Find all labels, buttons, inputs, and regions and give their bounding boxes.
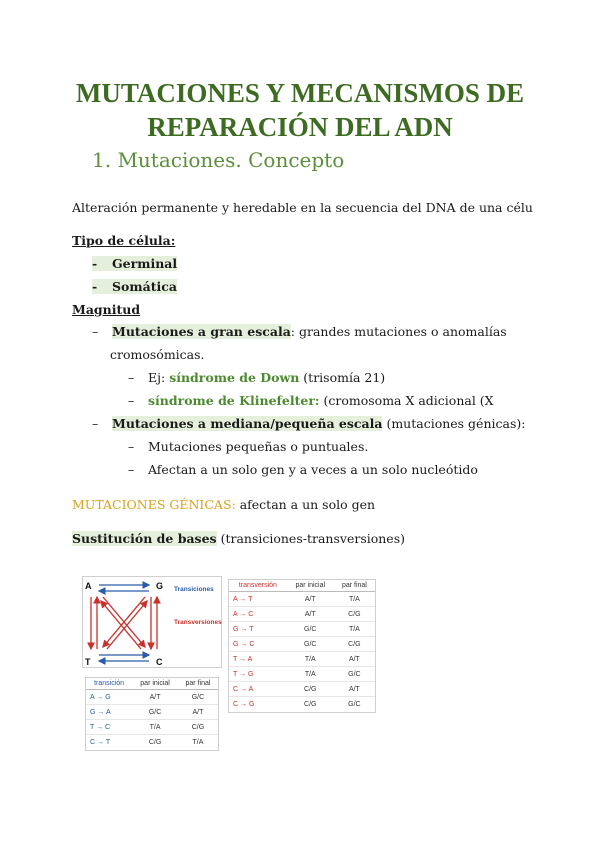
genicas-line xyxy=(72,496,375,514)
transversion-change-cell xyxy=(229,667,287,682)
corner-label-g: G xyxy=(156,581,164,591)
transicion-from-base: T xyxy=(90,723,95,731)
transversion-final-pair: G/C xyxy=(334,667,375,682)
transversion-change-cell xyxy=(229,637,287,652)
mediana-escala-item: – Mutaciones a mediana/pequeña escala (mutaciones génicas): xyxy=(92,416,526,431)
transicion-to-base: T xyxy=(105,738,111,746)
transversion-header-0: transversión xyxy=(229,580,287,592)
transversiones-label: Transversiones xyxy=(174,619,222,626)
transicion-row xyxy=(86,705,218,720)
transicion-table xyxy=(85,677,219,751)
sustitucion-bold: Sustitución de bases xyxy=(72,531,217,546)
transversion-from-base: G xyxy=(233,640,239,648)
transversion-row xyxy=(229,607,375,622)
transversion-row xyxy=(229,652,375,667)
example-down: – Ej: síndrome de Down (trisomía 21) xyxy=(128,370,386,385)
transversion-row xyxy=(229,592,375,607)
transversion-change-cell xyxy=(229,652,287,667)
corner-label-t: T xyxy=(85,657,91,667)
example-klinefelter-name: síndrome de Klinefelter: xyxy=(148,393,320,408)
arrow-right-icon: → xyxy=(237,610,249,618)
substitution-diagram xyxy=(82,576,222,668)
transicion-change-cell xyxy=(86,690,132,705)
transversion-change-cell xyxy=(229,622,287,637)
arrow-right-icon: → xyxy=(238,625,250,633)
definition-text: Alteración permanente y heredable en la secuencia del DNA de una célu xyxy=(72,200,533,215)
transicion-row xyxy=(86,735,218,750)
transversion-final-pair: A/T xyxy=(334,652,375,667)
transicion-final-pair: T/A xyxy=(178,735,218,750)
transversion-from-base: T xyxy=(233,670,238,678)
transversion-final-pair: T/A xyxy=(334,592,375,607)
tipo-label-text: Tipo de célula: xyxy=(72,233,176,248)
transversion-change-cell xyxy=(229,607,287,622)
transversion-row xyxy=(229,697,375,712)
transversion-initial-pair: A/T xyxy=(287,592,334,607)
magnitud-label xyxy=(72,301,140,319)
transversion-initial-pair: T/A xyxy=(287,667,334,682)
transicion-to-base: A xyxy=(105,708,111,716)
transicion-initial-pair: A/T xyxy=(132,690,178,705)
arrow-right-icon: → xyxy=(237,670,249,678)
tipo-item-somatica: - Somática xyxy=(92,279,177,294)
transicion-change-cell xyxy=(86,705,132,720)
sustitucion-line xyxy=(72,530,405,548)
arrow-right-icon: → xyxy=(95,708,106,716)
transversion-initial-pair: G/C xyxy=(287,637,334,652)
transicion-initial-pair: C/G xyxy=(132,735,178,750)
magnitud-label-text: Magnitud xyxy=(72,302,141,317)
transicion-change-cell xyxy=(86,735,132,750)
document-title xyxy=(0,76,600,144)
transversion-final-pair: G/C xyxy=(334,697,375,712)
gran-escala-rest: : grandes mutaciones o anomalías xyxy=(290,324,507,339)
tipo-item-germinal: - Germinal xyxy=(92,256,178,271)
section-heading: 1. Mutaciones. Concepto xyxy=(92,148,345,172)
transicion-to-base: C xyxy=(105,723,111,731)
sustitucion-rest: (transiciones-transversiones) xyxy=(216,531,405,546)
example-down-rest: (trisomía 21) xyxy=(299,370,386,385)
transversion-final-pair: T/A xyxy=(334,622,375,637)
transiciones-label: Transiciones xyxy=(174,586,214,593)
transicion-final-pair: C/G xyxy=(178,720,218,735)
transversion-to-base: A xyxy=(247,655,253,663)
transicion-final-pair: G/C xyxy=(178,690,218,705)
transicion-header-0: transición xyxy=(86,678,132,690)
gran-escala-bold: Mutaciones a gran escala xyxy=(112,324,291,339)
tipo-item-somatica-text: Somática xyxy=(112,279,177,294)
transversion-row xyxy=(229,637,375,652)
arrow-right-icon: → xyxy=(238,640,250,648)
sub-item-puntuales-text: Mutaciones pequeñas o puntuales. xyxy=(148,439,369,454)
transversion-change-cell xyxy=(229,592,287,607)
tipo-label xyxy=(72,232,175,250)
transversion-final-pair: C/G xyxy=(334,637,375,652)
transversion-to-base: G xyxy=(248,700,255,708)
sub-item-nucleotido: – Afectan a un solo gen y a veces a un solo nucleótido xyxy=(128,462,478,477)
arrow-right-icon: → xyxy=(237,595,249,603)
transversion-change-cell xyxy=(229,697,287,712)
example-klinefelter: – síndrome de Klinefelter: (cromosoma X adicional (X xyxy=(128,393,494,408)
transversion-initial-pair: C/G xyxy=(287,682,334,697)
transicion-final-pair: A/T xyxy=(178,705,218,720)
transversion-row xyxy=(229,682,375,697)
mediana-escala-bold: Mutaciones a mediana/pequeña escala xyxy=(112,416,383,431)
example-klinefelter-rest: (cromosoma X adicional (X xyxy=(319,393,494,408)
transicion-from-base: A xyxy=(90,693,95,701)
transicion-initial-pair: T/A xyxy=(132,720,178,735)
genicas-rest: afectan a un solo gen xyxy=(235,497,376,512)
transversion-to-base: A xyxy=(248,685,254,693)
title-line-2: REPARACIÓN DEL ADN xyxy=(147,112,453,142)
transversion-to-base: C xyxy=(248,610,254,618)
transversion-row xyxy=(229,667,375,682)
genicas-label: MUTACIONES GÉNICAS: xyxy=(72,497,236,512)
transversion-initial-pair: T/A xyxy=(287,652,334,667)
transversion-table xyxy=(228,579,376,713)
transicion-change-cell xyxy=(86,720,132,735)
transversion-initial-pair: C/G xyxy=(287,697,334,712)
transicion-row xyxy=(86,720,218,735)
transversion-change-cell xyxy=(229,682,287,697)
mediana-escala-rest: (mutaciones génicas): xyxy=(382,416,526,431)
transversion-from-base: C xyxy=(233,700,239,708)
transversion-from-base: T xyxy=(233,655,238,663)
gran-escala-item: – Mutaciones a gran escala: grandes mutaciones o anomalías xyxy=(92,324,507,339)
title-line-1: MUTACIONES Y MECANISMOS DE xyxy=(75,78,525,108)
transversion-to-base: G xyxy=(248,670,254,678)
transicion-initial-pair: G/C xyxy=(132,705,178,720)
transversion-initial-pair: A/T xyxy=(287,607,334,622)
arrow-right-icon: → xyxy=(238,700,249,708)
transicion-from-base: G xyxy=(90,708,96,716)
transversion-from-base: A xyxy=(233,610,238,618)
sub-item-puntuales: – Mutaciones pequeñas o puntuales. xyxy=(128,439,369,454)
transicion-to-base: G xyxy=(105,693,111,701)
transversion-final-pair: A/T xyxy=(334,682,375,697)
transversion-from-base: C xyxy=(233,685,239,693)
example-down-pre: Ej: xyxy=(148,370,170,385)
transversion-header-2: par final xyxy=(334,580,375,592)
substitution-diagram-svg xyxy=(83,577,223,669)
transicion-header-1: par inicial xyxy=(132,678,178,690)
gran-escala-continuation: cromosómicas. xyxy=(110,347,205,362)
arrow-right-icon: → xyxy=(94,723,106,731)
arrow-right-icon: → xyxy=(95,738,106,746)
transicion-from-base: C xyxy=(90,738,96,746)
corner-label-c: C xyxy=(156,657,163,667)
transicion-header-2: par final xyxy=(178,678,218,690)
transversion-to-base: C xyxy=(249,640,255,648)
transicion-row xyxy=(86,690,218,705)
transversion-from-base: A xyxy=(233,595,238,603)
example-down-name: síndrome de Down xyxy=(169,370,300,385)
corner-label-a: A xyxy=(85,581,92,591)
arrow-right-icon: → xyxy=(237,655,248,663)
transversion-to-base: T xyxy=(249,625,254,633)
transversion-header-1: par inicial xyxy=(287,580,334,592)
transversion-from-base: G xyxy=(233,625,239,633)
tipo-item-germinal-text: Germinal xyxy=(112,256,178,271)
transversion-row xyxy=(229,622,375,637)
arrow-right-icon: → xyxy=(94,693,106,701)
transversion-initial-pair: G/C xyxy=(287,622,334,637)
arrow-right-icon: → xyxy=(238,685,249,693)
transversion-final-pair: C/G xyxy=(334,607,375,622)
transversion-to-base: T xyxy=(248,595,253,603)
sub-item-nucleotido-text: Afectan a un solo gen y a veces a un solo nucleótido xyxy=(148,462,478,477)
